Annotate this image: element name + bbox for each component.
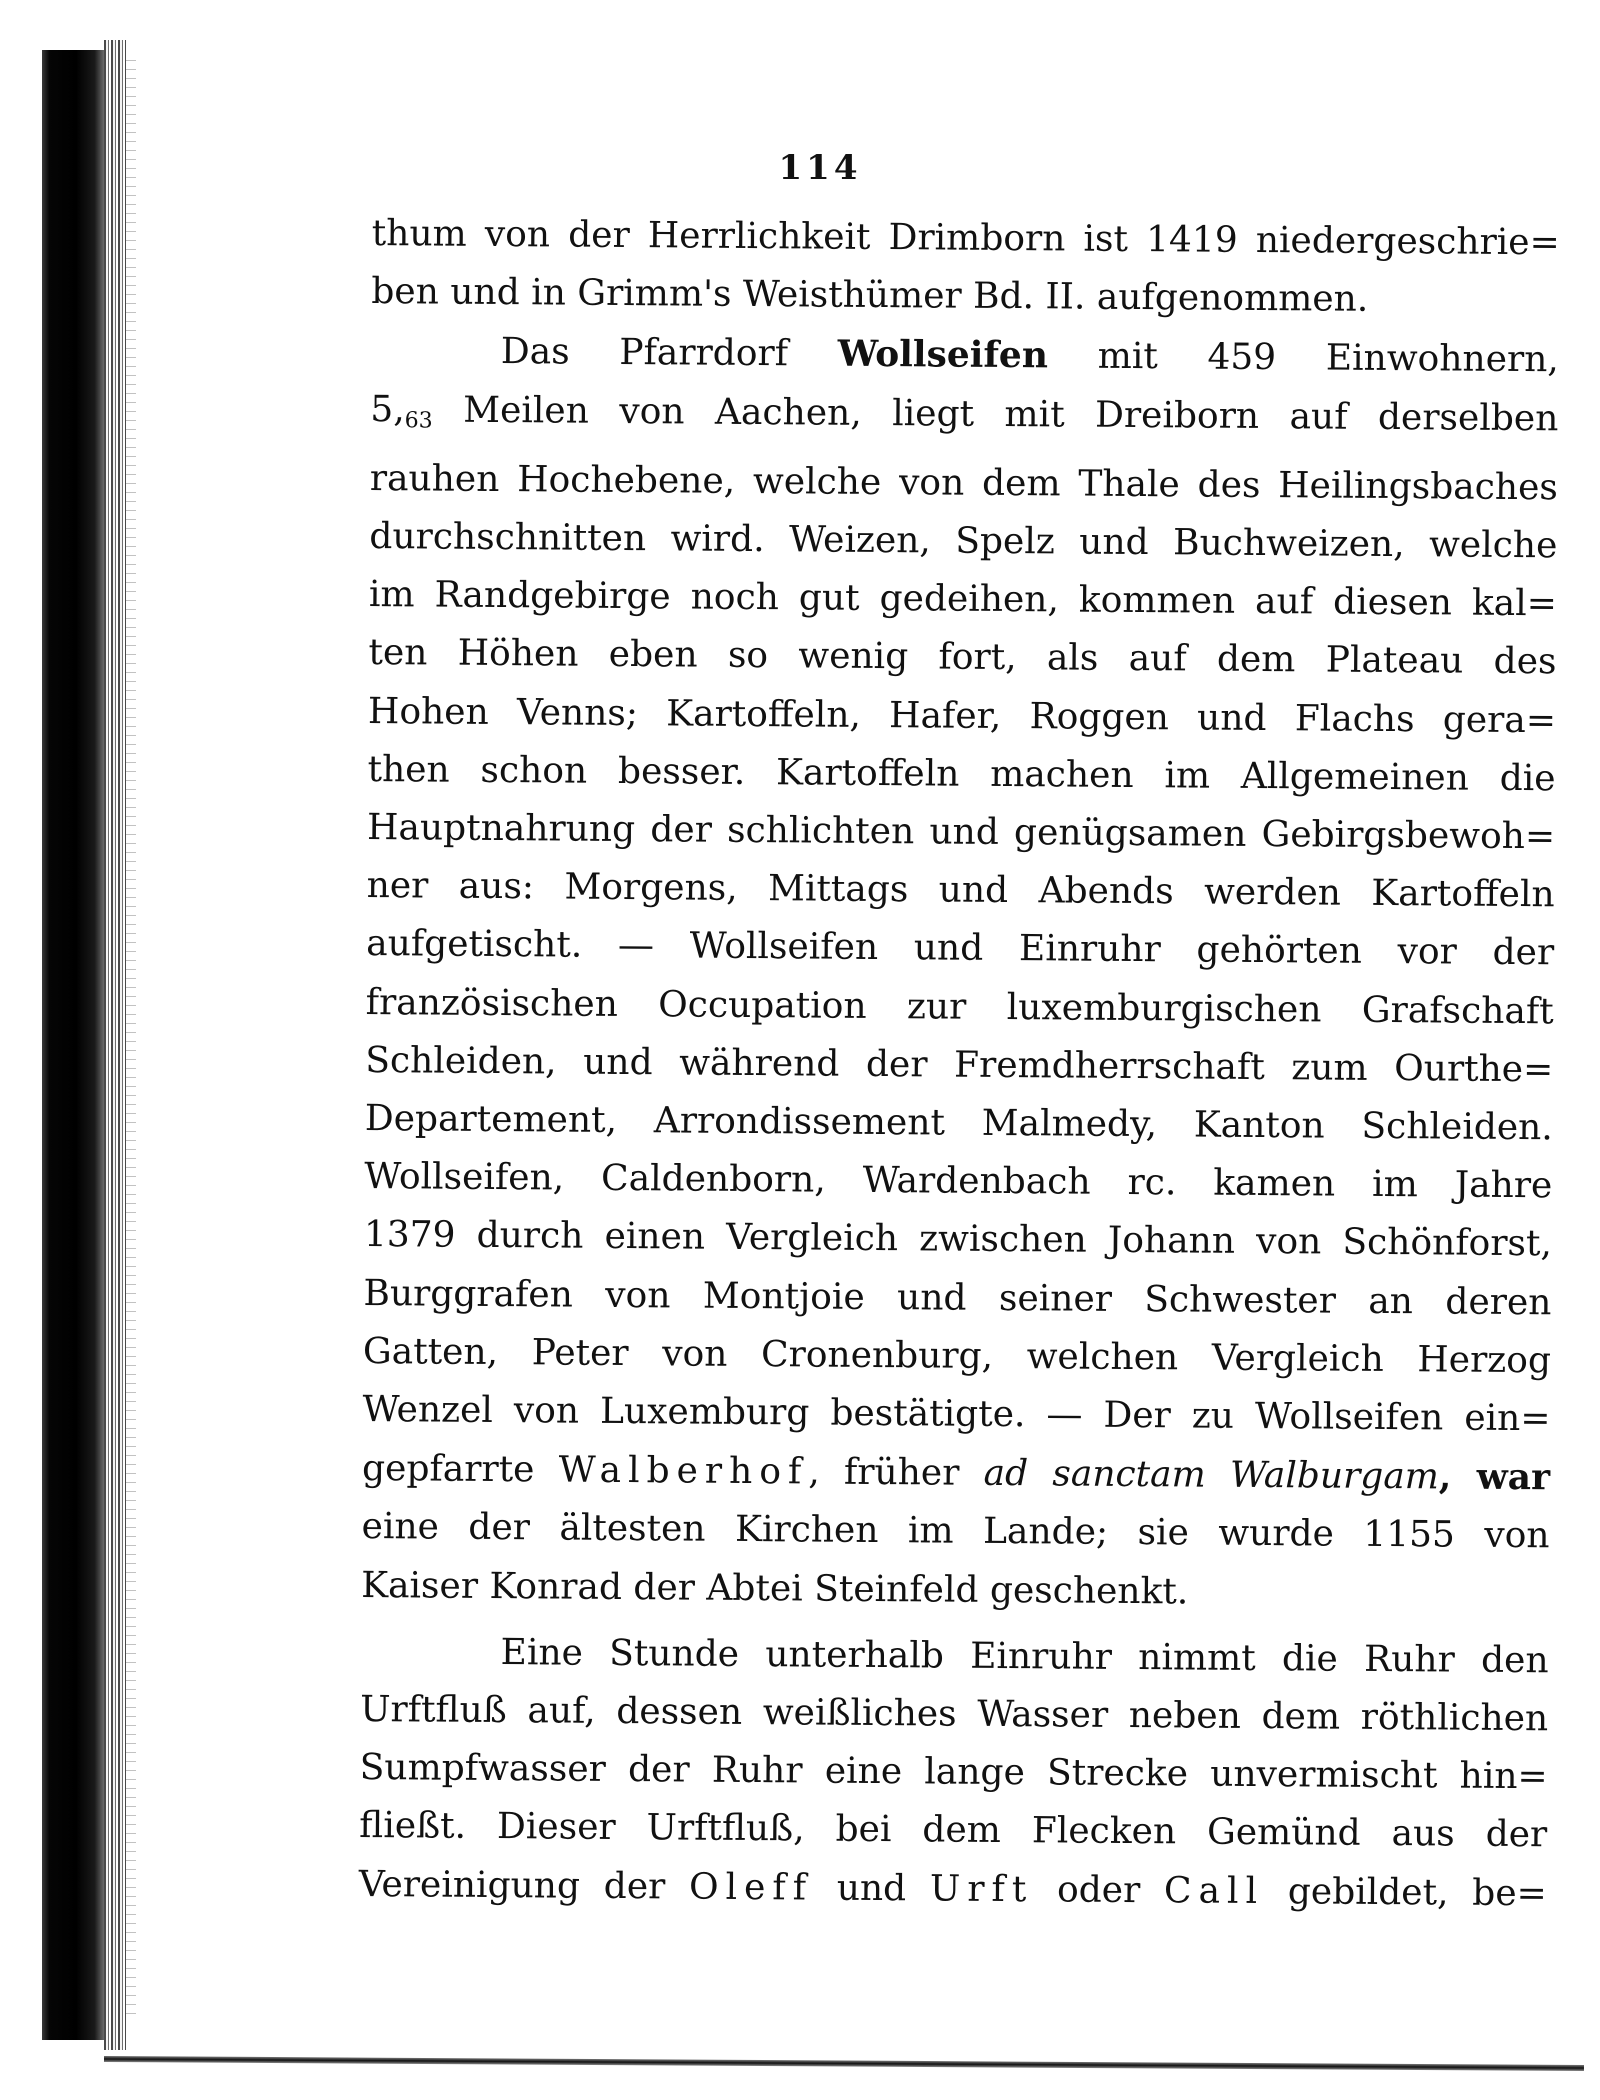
text-run: Das Pfarrdorf	[500, 331, 838, 376]
latin-italic: ad sanctam Walburgam	[983, 1453, 1440, 1498]
text-line: Urftfluß auf, dessen weißliches Wasser neben dem röthlichen	[360, 1689, 1549, 1740]
text-run: und	[812, 1867, 931, 1910]
text-line: im Randgebirge noch gut gedeihen, kommen auf diesen kal=	[368, 574, 1558, 625]
text-line: durchschnitten wird. Weizen, Spelz und Buchweizen, welche	[369, 516, 1558, 567]
scan-fringe	[126, 60, 136, 2020]
text-line: 1379 durch einen Vergleich zwischen Johann von Schönforst,	[363, 1214, 1553, 1265]
spaced-emphasis: Walberhof	[558, 1449, 809, 1493]
text-run: Vereinigung der	[358, 1863, 690, 1908]
spaced-emphasis: Oleff	[688, 1866, 814, 1909]
text-run: mit 459 Einwohnern,	[1047, 335, 1559, 381]
text-line	[359, 1856, 1547, 1924]
text-line: then schon besser. Kartoffeln machen im Allgemeinen die	[367, 748, 1556, 800]
text-line: Eine Stunde unterhalb Einruhr nimmt die Ruhr den	[500, 1631, 1549, 1682]
text-line: Burggrafen von Montjoie und seiner Schwester an deren	[363, 1272, 1552, 1323]
text-line: Schleiden, und während der Fremdherrschaft zum Ourthe=	[365, 1039, 1554, 1091]
text-run: , war	[1438, 1455, 1551, 1499]
text-line: thum von der Herrlichkeit Drimborn ist 1419 niedergeschrie=	[371, 212, 1560, 264]
text-run: gebildet, be=	[1263, 1870, 1547, 1914]
text-run: Meilen von Aachen, liegt mit Dreiborn auf derselben	[432, 389, 1559, 439]
text-line: eine der ältesten Kirchen im Lande; sie wurde 1155 von	[361, 1506, 1550, 1557]
text-run: gepfarrte	[361, 1448, 559, 1491]
page-stack-edge	[104, 40, 126, 2050]
text-line	[370, 381, 1559, 460]
text-line	[362, 1439, 1550, 1508]
text-line: rauhen Hochebene, welche von dem Thale des Heilingsbaches	[369, 457, 1558, 509]
book-binding-gutter	[42, 50, 104, 2040]
spaced-emphasis: Call	[1163, 1869, 1265, 1912]
text-line: Wollseifen, Caldenborn, Wardenbach rc. kamen im Jahre	[364, 1156, 1553, 1207]
text-run: , früher	[808, 1451, 984, 1495]
text-run: 5,	[370, 388, 405, 430]
bottom-page-edge	[104, 2056, 1584, 2071]
text-line: ben und in Grimm's Weisthümer Bd. II. aufgenommen.	[371, 271, 1369, 321]
text-line: fließt. Dieser Urftfluß, bei dem Flecken Gemünd aus der	[359, 1805, 1548, 1856]
text-run: oder	[1033, 1868, 1165, 1911]
text-line	[371, 321, 1559, 390]
text-line: aufgetischt. — Wollseifen und Einruhr gehörten vor der	[366, 923, 1555, 974]
text-line: ten Höhen eben so wenig fort, als auf dem Plateau des	[368, 632, 1557, 683]
text-line: Gatten, Peter von Cronenburg, welchen Vergleich Herzog	[362, 1330, 1552, 1382]
text-line: Sumpfwasser der Ruhr eine lange Strecke unvermischt hin=	[359, 1747, 1548, 1798]
text-line: französischen Occupation zur luxemburgischen Grafschaft	[365, 981, 1554, 1032]
subscript-digits: 63	[404, 407, 433, 434]
text-line: Departement, Arrondissement Malmedy, Kanton Schleiden.	[364, 1098, 1553, 1149]
page-number: 114	[778, 148, 862, 188]
text-line: Hohen Venns; Kartoffeln, Hafer, Roggen und Flachs gera=	[367, 690, 1557, 741]
place-name-emphasis: Wollseifen	[837, 333, 1049, 377]
text-line: Wenzel von Luxemburg bestätigte. — Der zu Wollseifen ein=	[362, 1389, 1551, 1440]
text-line: Hauptnahrung der schlichten und genügsamen Gebirgsbewoh=	[366, 807, 1556, 858]
text-line: ner aus: Morgens, Mittags und Abends werden Kartoffeln	[366, 865, 1555, 916]
body-text	[359, 205, 1560, 1923]
spaced-emphasis: Urft	[929, 1868, 1034, 1910]
text-line: Kaiser Konrad der Abtei Steinfeld geschenkt.	[360, 1564, 1189, 1613]
